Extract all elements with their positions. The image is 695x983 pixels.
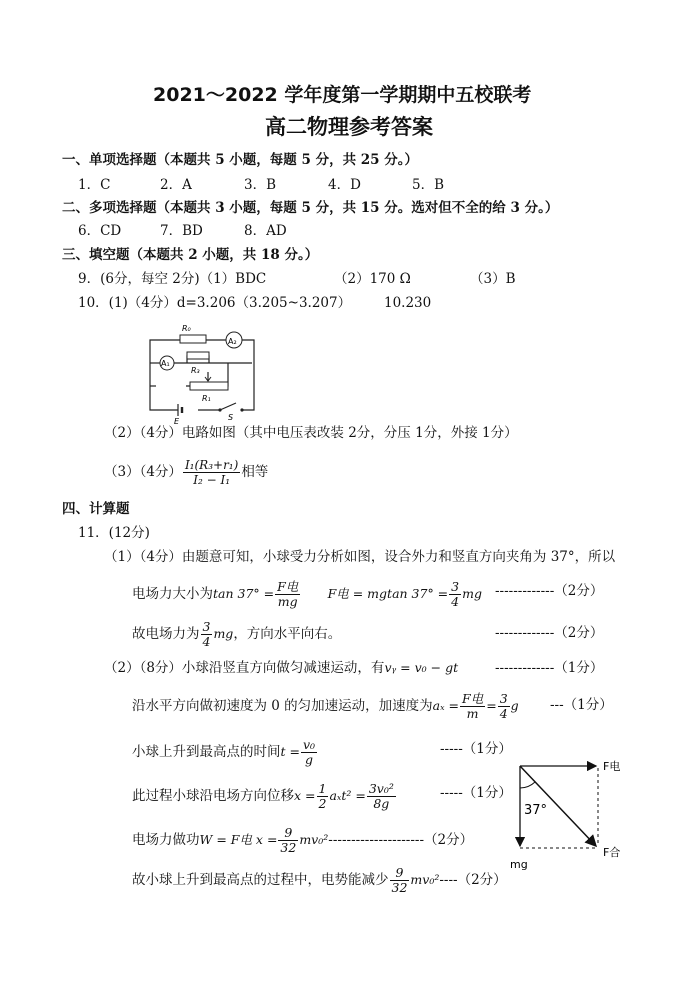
fraction (390, 866, 410, 895)
answer-7: 7．BD (160, 223, 203, 239)
equation-tail: mv₀² (410, 872, 440, 887)
q11-heading: 11．(12分) (78, 525, 150, 541)
fraction-denominator: 32 (280, 840, 297, 855)
label-mg: mg (510, 858, 528, 871)
label-e: E (174, 417, 180, 425)
resistor-r3 (187, 352, 209, 359)
fraction (367, 782, 396, 811)
label-r1: R₁ (202, 394, 211, 403)
answer-2: 2．A (160, 177, 192, 193)
equation: aₓ = (432, 698, 460, 713)
fraction-numerator: 9 (390, 866, 410, 881)
fraction-numerator: 3 (451, 579, 460, 594)
switch-icon (218, 408, 221, 411)
label-s: S (228, 413, 234, 422)
fraction-denominator: 4 (499, 706, 508, 721)
label-f-electric: F电 (603, 760, 621, 773)
label-r0: R₀ (182, 324, 191, 333)
fraction-denominator: mg (277, 594, 298, 609)
equation-tail: g (510, 698, 519, 713)
score: ----（2分） (439, 872, 507, 888)
text: 沿水平方向做初速度为 0 的匀加速运动，加速度为 (132, 698, 433, 714)
fraction (201, 620, 213, 649)
section-4-heading: 四、计算题 (62, 501, 130, 517)
text: 此过程小球沿电场方向位移 (132, 788, 294, 804)
q9-part2: （2）170 Ω (334, 271, 411, 287)
equation: aₓt² = (329, 788, 366, 803)
text: 电场力做功 (132, 832, 200, 848)
equation: x = (294, 788, 316, 803)
label-a1: A₁ (161, 359, 170, 368)
q10-part3 (104, 458, 268, 487)
score: ---------------------（2分） (328, 832, 474, 848)
equation-tail: mg (462, 586, 482, 601)
fraction-denominator: I₂ − I₁ (193, 473, 231, 487)
fraction-numerator: 1 (318, 781, 327, 796)
section-1-heading: 一、单项选择题（本题共 5 小题，每题 5 分，共 25 分。） (62, 152, 419, 168)
q11-part1-intro: （1）（4分）由题意可知，小球受力分析如图，设合外力和竖直方向夹角为 37°，所以 (104, 549, 616, 565)
equation: = (486, 698, 497, 713)
line-potential-energy (132, 866, 507, 895)
text: （2）（8分）小球沿竖直方向做匀减速运动，有 (104, 660, 385, 676)
section-2-heading: 二、多项选择题（本题共 3 小题，每题 5 分，共 15 分。选对但不全的给 3 分。） (62, 200, 559, 216)
equation: t = (280, 744, 300, 759)
fraction-numerator: 3 (499, 691, 508, 706)
rheostat-r1 (190, 382, 228, 390)
q10-part1: 10．(1)（4分）d=3.206（3.205~3.207） (78, 295, 352, 311)
line-horizontal-motion (132, 692, 519, 721)
equation: F电 = mgtan 37° = (327, 586, 449, 601)
fraction-denominator: 4 (202, 634, 211, 649)
answer-3: 3．B (244, 177, 277, 193)
fraction (449, 580, 461, 609)
equation-tail: mg (213, 626, 234, 641)
fraction (275, 580, 300, 609)
fraction-denominator: 4 (451, 594, 460, 609)
circuit-diagram (140, 320, 265, 425)
score: -------------（1分） (495, 660, 604, 676)
score: -----（1分） (440, 785, 512, 801)
equation: vᵧ = v₀ − gt (384, 660, 459, 675)
line-time (132, 738, 318, 767)
force-diagram (500, 752, 635, 877)
fraction-numerator: 3v₀² (368, 781, 394, 796)
fraction (460, 692, 485, 721)
section-3-heading: 三、填空题（本题共 2 小题，共 18 分。） (62, 247, 319, 263)
fraction-denominator: 32 (391, 880, 408, 895)
q10-part2: （2）（4分）电路如图（其中电压表改装 2分，分压 1分，外接 1分） (104, 425, 518, 441)
answer-1: 1．C (78, 177, 111, 193)
line-force-direction (132, 620, 341, 649)
fraction (498, 692, 510, 721)
label-a2: A₂ (228, 337, 237, 346)
fraction-numerator: 9 (278, 826, 298, 841)
fraction-denominator: 2 (318, 796, 327, 811)
score: ---（1分） (550, 697, 613, 713)
fraction-numerator: v₀ (302, 737, 316, 752)
fraction-numerator: 3 (202, 619, 211, 634)
text: ，方向水平向右。 (233, 626, 342, 642)
fraction-denominator: g (305, 752, 314, 767)
angle-label: 37° (524, 803, 548, 818)
answer-4: 4．D (328, 177, 361, 193)
score: -----（1分） (440, 741, 512, 757)
line-work (132, 826, 473, 855)
q10-value: 10.230 (384, 295, 432, 311)
title-line1: 2021～2022 学年度第一学期期中五校联考 (153, 84, 532, 106)
angle-arc-icon (520, 782, 535, 788)
answer-6: 6．CD (78, 223, 122, 239)
fraction (278, 826, 298, 855)
fraction (317, 782, 329, 811)
resistor-r0 (180, 335, 206, 343)
q9-part3: （3）B (470, 271, 516, 287)
q10-part3-label: （3）（4分） (104, 464, 182, 480)
line-electric-force (132, 580, 482, 609)
score: -------------（2分） (495, 583, 604, 599)
fraction-numerator: F电 (462, 691, 484, 706)
q10-part3-tail: 相等 (241, 464, 269, 480)
fraction-denominator: m (466, 706, 479, 721)
fraction-numerator: F电 (277, 579, 299, 594)
equation-tail: mv₀² (299, 832, 329, 847)
q10-part3-fraction (183, 458, 240, 487)
fraction-numerator: I₁(R₃+r₁) (184, 458, 239, 472)
title-line2: 高二物理参考答案 (265, 115, 433, 139)
text: 小球上升到最高点的时间 (132, 744, 281, 760)
fraction (301, 738, 317, 767)
fraction-denominator: 8g (373, 796, 390, 811)
q9-part1: 9．(6分，每空 2分)（1）BDC (78, 271, 267, 287)
text: 电场力大小为 (132, 586, 213, 602)
line-displacement (132, 782, 397, 811)
score: -------------（2分） (495, 625, 604, 641)
label-r3: R₃ (191, 366, 200, 375)
equation: tan 37° = (213, 586, 275, 601)
text: 故小球上升到最高点的过程中，电势能减少 (132, 872, 389, 888)
answer-8: 8．AD (244, 223, 287, 239)
rheostat-slider-icon (205, 372, 211, 381)
label-f-net: F合 (603, 846, 621, 859)
equation: W = F电 x = (199, 832, 278, 847)
line-vertical-motion (104, 659, 458, 677)
answer-5: 5．B (412, 177, 445, 193)
text: 故电场力为 (132, 626, 200, 642)
